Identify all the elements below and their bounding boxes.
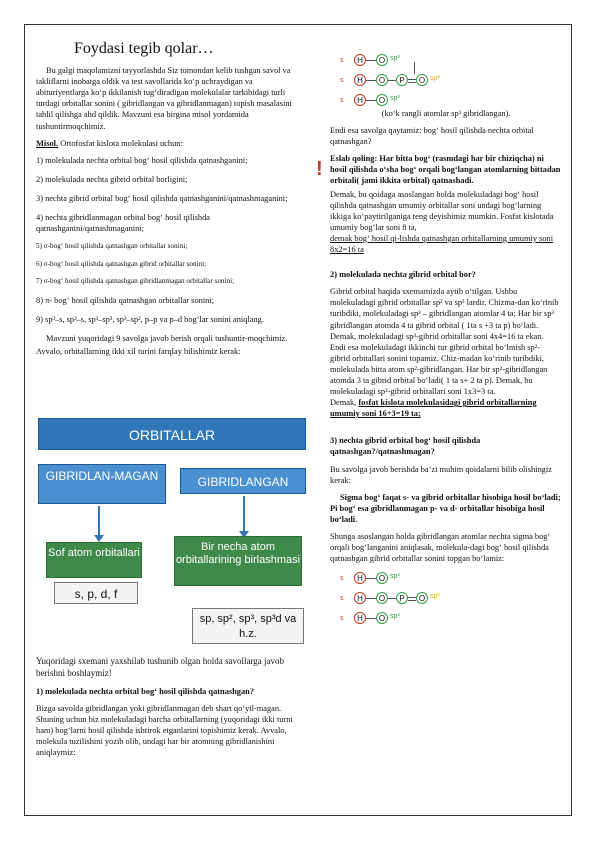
mol-bond [408, 82, 416, 83]
mol-o-atom: O [416, 74, 428, 86]
list-item: 2) molekulada nechta gibrid orbital borligini; [36, 174, 188, 184]
mol-bond [366, 60, 376, 61]
mol-bond [408, 597, 416, 598]
r-rule1: Sigma bog‘ faqat s- va gibrid orbitallar hisobiga hosil bo‘ladi; [340, 492, 561, 502]
bottom-left-text: Yuqoridagi sxemani yaxshilab tushunib olgan holda savollarga javob berishni boshlaymiz! [36, 656, 285, 678]
r-question-text: Endi esa savolga qaytamiz: bog‘ hosil qilishda nechta orbital qatnashgan? [330, 126, 534, 147]
misol-label: Misol. [36, 138, 59, 148]
mol-o-atom: O [376, 592, 388, 604]
r-q3-text2: Shunga asoslangan holda gibridlangan atomlar nechta sigma bog‘ orqali bog‘langanini aniqlasak, molekula-dagi bog‘ hosil qilishda qatnashgan gibrid orbitallar sonini topgan bo‘lamiz: [330, 532, 551, 564]
diagram-left-child: Sof atom orbitallari [46, 542, 142, 578]
r-q2-text2: Endi esa molekuladagi ikkinchi tur gibrid orbital bo‘lmish sp²- gibrid orbitallari sonini topamiz. Chiz-madan ko‘rinib turibdiki, molekulada bitta atom sp²-gibridlangan. Har bir sp²-gibridlangan atomda 3 ta gibrid orbital bo‘ladi( 1 ta s+ 2 ta p). Demak, bu molekuladagi sp²-gibrid orbitallari soni 1x3=3 ta. [330, 342, 548, 397]
mol-bond [388, 598, 396, 599]
r-q3-heading: 3) nechta gibrid orbital bog‘ hosil qilishda qatnashgan?/qatnashmagan? [330, 436, 481, 457]
mol-s-label: s [340, 77, 344, 84]
r-rule2: Pi bog‘ esa gibridlanmagan p- va d- orbitallar hisobiga hosil bo‘ladi. [330, 503, 545, 524]
mol-p-atom: P [396, 592, 408, 604]
arrow-right [243, 496, 245, 532]
molecule-top [330, 52, 562, 108]
intro-paragraph: Bu galgi maqolamizni tayyorlashda Siz tomondan kelib tushgan savol va takliflarni inobatga oldik va test savollarida ko‘p uchraydigan va abituriyentlarga ko‘p ikkilanish tug‘diradigan molekulalar tarkibidagi turli turdagi orbitallar sonini ( gibridlangan va gibridlanmagan) topish masalasini tahlil qilishga ahd qildik. Mavzuni esa birgina misol yordamida tushuntirmoqchimiz. [36, 66, 292, 131]
page-title: Foydasi tegib qolar… [74, 40, 214, 57]
mol-h-atom: H [354, 54, 366, 66]
mol-bond [414, 62, 415, 74]
q1-heading: 1) molekulada nechta orbital bog‘ hosil qilishda qatnashgan? [36, 686, 255, 696]
diagram-left-leaf: s, p, d, f [54, 582, 138, 604]
diagram-left: GIBRIDLAN-MAGAN [38, 464, 166, 504]
misol-paragraph [36, 138, 298, 149]
mol-sp3-label: sp³ [390, 95, 400, 102]
mol-bond [408, 79, 416, 80]
mol-sp2-label: sp² [430, 75, 440, 82]
mol-bond [366, 598, 376, 599]
list-item: 1) molekulada nechta orbital bog‘ hosil qilishda qatnashganini; [36, 155, 248, 165]
list-item: 9) sp³–s, sp³–s, sp³–sp³, sp³–sp², p–p va p–d bog‘lar sonini aniqlang. [36, 314, 264, 324]
mol-bond [366, 578, 376, 579]
list-item: 8) π- bog‘ hosil qilishda qatnashgan orbitallar sonini; [36, 295, 214, 305]
mol-o-atom: O [376, 572, 388, 584]
mol-o-atom: O [376, 74, 388, 86]
list-item: 6) σ-bog‘ hosil qilishda qatnashgan gibrid orbitallar sonini; [36, 259, 207, 268]
r-q2-demak: Demak, [330, 398, 357, 408]
molecule-bottom [330, 570, 562, 626]
mol-s-label: s [340, 595, 344, 603]
mol-s-label: s [340, 575, 344, 583]
left-bottom [36, 656, 298, 764]
list-item: 3) nechta gibrid orbital bog‘ hosil qilishda qatnashganini/qatnashmaganini; [36, 193, 288, 203]
right-column [330, 52, 562, 626]
arrow-left [98, 506, 100, 536]
mol-s-label: s [340, 57, 344, 64]
left-column [36, 38, 298, 363]
exclamation-icon: ! [316, 158, 323, 180]
mol-o-atom: O [416, 592, 428, 604]
mol-sp3-label: sp³ [390, 55, 400, 62]
mol-sp3-label: sp³ [390, 573, 400, 581]
molecule-caption: (ko‘k rangli atomlar sp³ gibridlangan). [381, 109, 511, 118]
diagram-right: GIBRIDLANGAN [180, 468, 306, 494]
r-answer: Eslab qoling: Har bitta bog‘ (rasmdagi har bir chiziqcha) ni hosil qilishda o‘sha bog‘ orqali bog‘langan atomlarning bittadan orbitali( jami ikkita orbital) qatnashadi. [330, 154, 561, 186]
diagram-root: ORBITALLAR [38, 418, 306, 450]
diagram-right-child: Bir necha atom orbitallarining birlashmasi [174, 536, 302, 586]
mol-h-atom: H [354, 74, 366, 86]
r-demak-underlined: demak bog‘ hosil qi-lishda qatnashgan orbitallarning umumiy soni 8x2=16 ta [330, 233, 554, 255]
mol-o-atom: O [376, 94, 388, 106]
r-q2-heading: 2) molekulada nechta gibrid orbital bor? [330, 270, 476, 280]
r-q2-text: Gibrid orbital haqida sxemamizda aytib o‘tilgan. Ushbu molekuladagi gibrid orbitallar sp² va sp³ lardir. Chizma-dan ko‘rinib turibdiki, molekuladagi sp³ – gibridlangan atomlar 4 ta; Har bir sp³ gibridlangan atomda 4 ta gibrid orbital ( 1ta s +3 ta p) bo‘ladi. Demak, molekuladagi sp³-gibrid orbitallar soni 4x4=16 ta ekan. [330, 287, 559, 341]
mol-s-label: s [340, 97, 344, 104]
after-questions: Mavzuni yuqoridagi 9 savolga javob berish orqali tushuntir-moqchimiz. [46, 333, 288, 343]
r-demak: Demak, bu qoidaga asoslangan holda molekuladagi bog‘ hosil qilishda qatnashgan umumiy orbitallar soni undagi bog‘larning ikkiga ko‘paytirilganiga teng deyishimiz mumkin. Fosfat kislotada umumiy bog‘lar soni 8 ta, [330, 189, 554, 232]
orbital-diagram [38, 418, 306, 650]
mol-h-atom: H [354, 612, 366, 624]
mol-bond [388, 80, 396, 81]
list-item: 4) nechta gibridlanmagan orbital bog‘ hosil qilishda qatnashganini/qatnashmaganini; [36, 213, 210, 234]
r-q3-text: Bu savolga javob berishda ba’zi muhim qoidalarni bilib olishingiz kerak: [330, 464, 552, 485]
diagram-right-leaf: sp, sp², sp³, sp³d va h.z. [192, 608, 304, 644]
mol-h-atom: H [354, 572, 366, 584]
mol-sp3-label: sp³ [390, 613, 400, 621]
list-item: 7) σ-bog‘ hosil qilishda qatnashgan gibridlanmagan orbitallar sonini; [36, 277, 235, 286]
r-q2-summary [330, 397, 562, 419]
mol-sp2-label: sp² [430, 593, 440, 601]
r-q2-underlined: fosfat kislota molekulasidagi gibrid orbitallarning umumiy soni 16+3=19 ta; [330, 398, 537, 419]
mol-o-atom: O [376, 54, 388, 66]
question-list [36, 155, 298, 325]
q1-text: Bizga savolda gibridlangan yoki gibridlanmagan deb shart qo‘yil-magan. Shuning uchun biz molekuladagi barcha orbitallarning (yuqoridagi ikki turni ham) bog‘larni hosil qilishda ishtirok etganlarini topishimiz kerak. Avvalo, molekula tuzilishini yozib olib, undagi har bir atomning gibridlanishini aniqlaymiz: [36, 703, 293, 758]
mol-bond [366, 80, 376, 81]
mol-o-atom: O [376, 612, 388, 624]
mol-h-atom: H [354, 94, 366, 106]
mol-s-label: s [340, 615, 344, 623]
mol-h-atom: H [354, 592, 366, 604]
mol-p-atom: P [396, 74, 408, 86]
avvalo-text: Avvalo, orbitallarning ikki xil turini farqlay bilishimiz kerak: [36, 347, 241, 357]
mol-bond [366, 100, 376, 101]
mol-bond [366, 618, 376, 619]
mol-bond [408, 600, 416, 601]
list-item: 5) σ-bog‘ hosil qilishda qatnashgan orbitallar sonini; [36, 242, 188, 251]
misol-text: Ortofosfat kislota molekulasi uchun: [58, 138, 183, 148]
